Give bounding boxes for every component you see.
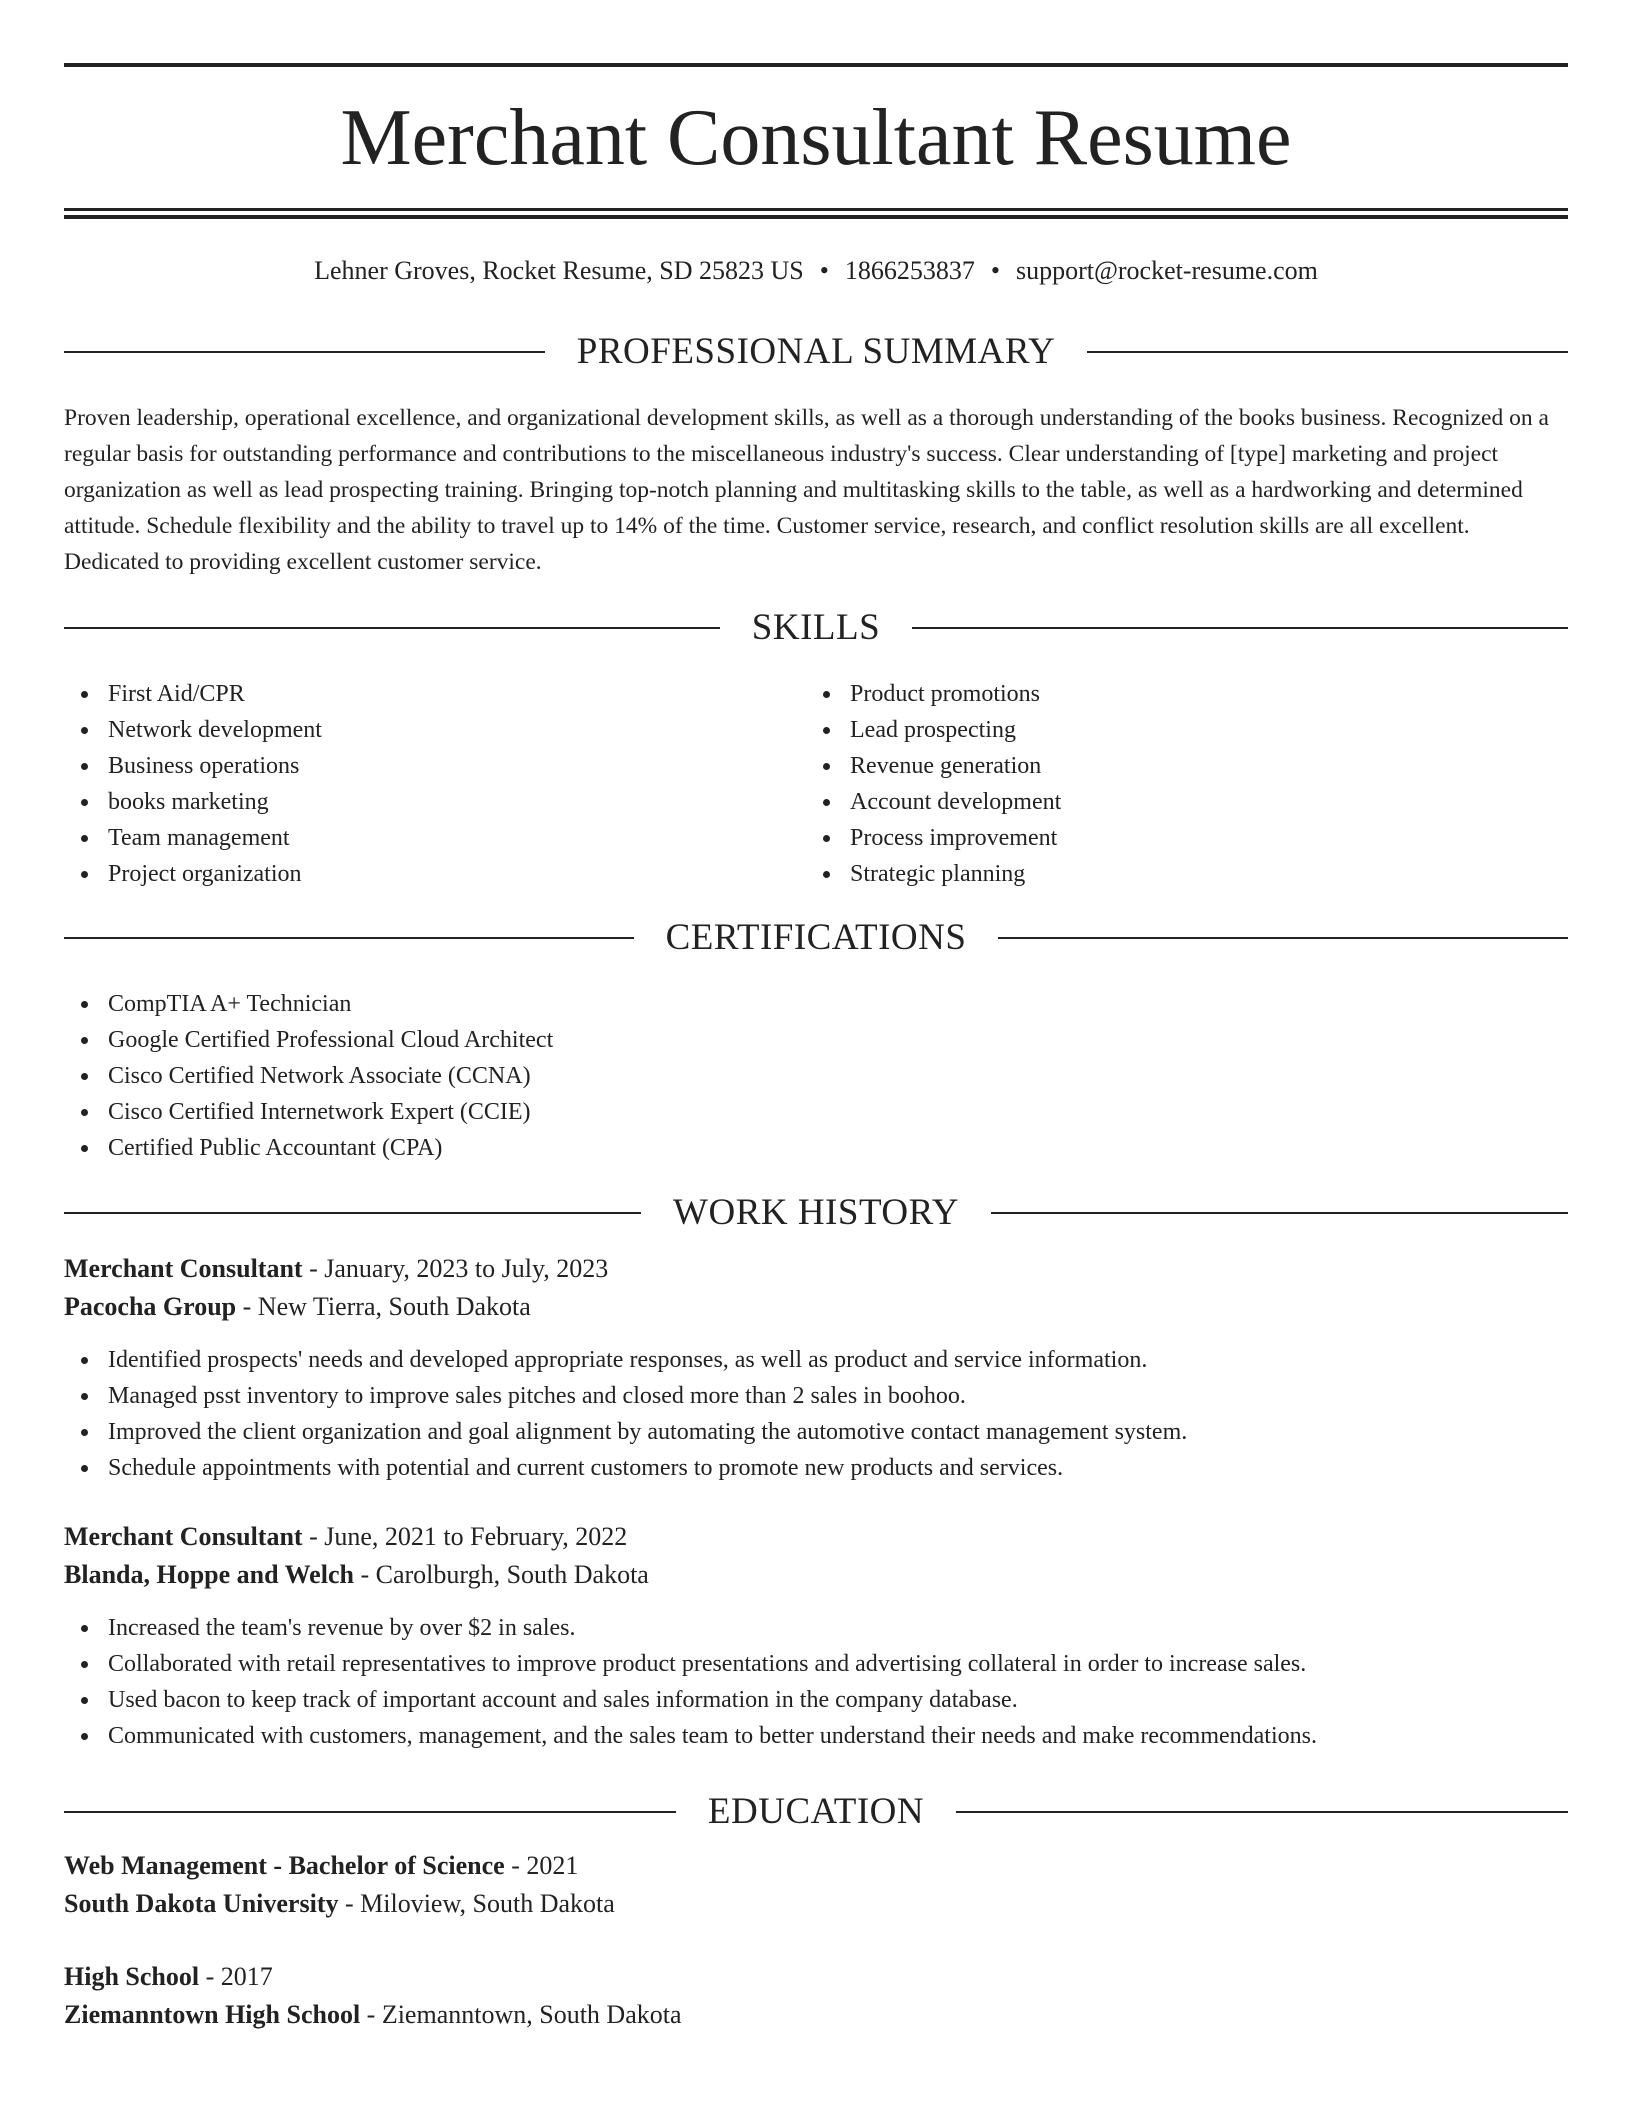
skills-list-right [806, 676, 1061, 892]
skills-list-left [64, 676, 322, 892]
certification-item: Google Certified Professional Cloud Architect [64, 1022, 553, 1058]
contact-separator: • [819, 256, 829, 285]
certifications-list [64, 986, 553, 1166]
heading-rule [998, 937, 1568, 939]
contact-address: Lehner Groves, Rocket Resume, SD 25823 US [314, 256, 804, 285]
section-heading-summary [64, 330, 1568, 374]
education-degree: Web Management - Bachelor of Science [64, 1851, 505, 1880]
job-dates: - June, 2021 to February, 2022 [302, 1522, 628, 1551]
job-duty: Communicated with customers, management, and the sales team to better understand their needs and make recommendations. [64, 1718, 1568, 1754]
skill-item: Project organization [64, 856, 322, 892]
skill-item: Lead prospecting [806, 712, 1061, 748]
heading-rule [64, 937, 634, 939]
section-heading-education [64, 1790, 1568, 1834]
job-duties-list [64, 1342, 1568, 1486]
skill-item: Business operations [64, 748, 322, 784]
heading-rule [64, 1811, 676, 1813]
education-location: - Miloview, South Dakota [338, 1889, 615, 1918]
education-degree-line [64, 1847, 615, 1885]
job-title: Merchant Consultant [64, 1254, 303, 1283]
skill-item: First Aid/CPR [64, 676, 322, 712]
skill-item: Strategic planning [806, 856, 1061, 892]
job-duty: Schedule appointments with potential and current customers to promote new products and services. [64, 1450, 1568, 1486]
education-school-line [64, 1885, 615, 1923]
title-double-rule [64, 208, 1568, 219]
certification-item: CompTIA A+ Technician [64, 986, 553, 1022]
education-school: South Dakota University [64, 1889, 339, 1918]
education-school: Ziemanntown High School [64, 2000, 361, 2029]
job-location: - Carolburgh, South Dakota [353, 1560, 649, 1589]
section-title: PROFESSIONAL SUMMARY [576, 331, 1056, 372]
resume-title: Merchant Consultant Resume [340, 94, 1292, 182]
job-duty: Used bacon to keep track of important account and sales information in the company database. [64, 1682, 1568, 1718]
certification-item: Certified Public Accountant (CPA) [64, 1130, 553, 1166]
summary-text: Proven leadership, operational excellence, and organizational development skills, as well as a thorough understanding of the books business. Recognized on a regular basis for outstanding performance and contributions to the miscellaneous industry's success. Clear understanding of [type] marketing and project organization as well as lead prospecting training. Bringing top-notch planning and multitasking skills to the table, as well as a hardworking and determined attitude. Schedule flexibility and the ability to travel up to 14% of the time. Customer service, research, and conflict resolution skills are all excellent. Dedicated to providing excellent customer service. [64, 405, 1549, 575]
heading-rule [64, 351, 545, 353]
job-company: Blanda, Hoppe and Welch [64, 1560, 354, 1589]
section-title: SKILLS [751, 607, 881, 648]
heading-rule [991, 1212, 1568, 1214]
job-entry [64, 1250, 1568, 1486]
job-company-line [64, 1288, 1568, 1326]
job-title: Merchant Consultant [64, 1522, 303, 1551]
job-entry [64, 1518, 1568, 1754]
job-title-line [64, 1250, 1568, 1288]
job-location: - New Tierra, South Dakota [236, 1292, 531, 1321]
education-location: - Ziemanntown, South Dakota [360, 2000, 682, 2029]
heading-rule [912, 627, 1568, 629]
education-entry [64, 1958, 682, 2034]
contact-email: support@rocket-resume.com [1015, 256, 1318, 285]
contact-phone: 1866253837 [844, 256, 975, 285]
job-company: Pacocha Group [64, 1292, 237, 1321]
heading-rule [956, 1811, 1568, 1813]
job-duty: Identified prospects' needs and developed appropriate responses, as well as product and service information. [64, 1342, 1568, 1378]
job-duty: Improved the client organization and goal alignment by automating the automotive contact management system. [64, 1414, 1568, 1450]
contact-separator: • [990, 256, 1000, 285]
job-company-line [64, 1556, 1568, 1594]
top-rule [64, 63, 1568, 67]
skill-item: Product promotions [806, 676, 1061, 712]
job-title-line [64, 1518, 1568, 1556]
skill-item: Network development [64, 712, 322, 748]
skill-item: books marketing [64, 784, 322, 820]
job-duty: Managed psst inventory to improve sales pitches and closed more than 2 sales in boohoo. [64, 1378, 1568, 1414]
section-title: EDUCATION [707, 1791, 925, 1832]
education-school-line [64, 1996, 682, 2034]
job-duty: Collaborated with retail representatives to improve product presentations and advertising collateral in order to increase sales. [64, 1646, 1568, 1682]
education-year: - 2021 [504, 1851, 579, 1880]
job-dates: - January, 2023 to July, 2023 [302, 1254, 609, 1283]
heading-rule [64, 627, 720, 629]
education-year: - 2017 [199, 1962, 273, 1991]
certification-item: Cisco Certified Network Associate (CCNA) [64, 1058, 553, 1094]
contact-line [64, 253, 1568, 289]
certification-item: Cisco Certified Internetwork Expert (CCIE) [64, 1094, 553, 1130]
section-heading-certifications [64, 916, 1568, 960]
section-title: WORK HISTORY [673, 1192, 959, 1233]
education-entry [64, 1847, 615, 1923]
section-heading-work [64, 1191, 1568, 1235]
skill-item: Revenue generation [806, 748, 1061, 784]
job-duties-list [64, 1610, 1568, 1754]
section-title: CERTIFICATIONS [665, 917, 967, 958]
section-heading-skills [64, 606, 1568, 650]
education-degree: High School [64, 1962, 200, 1991]
heading-rule [1087, 351, 1568, 353]
education-degree-line [64, 1958, 682, 1996]
heading-rule [64, 1212, 641, 1214]
skill-item: Team management [64, 820, 322, 856]
skill-item: Account development [806, 784, 1061, 820]
skill-item: Process improvement [806, 820, 1061, 856]
job-duty: Increased the team's revenue by over $2 in sales. [64, 1610, 1568, 1646]
